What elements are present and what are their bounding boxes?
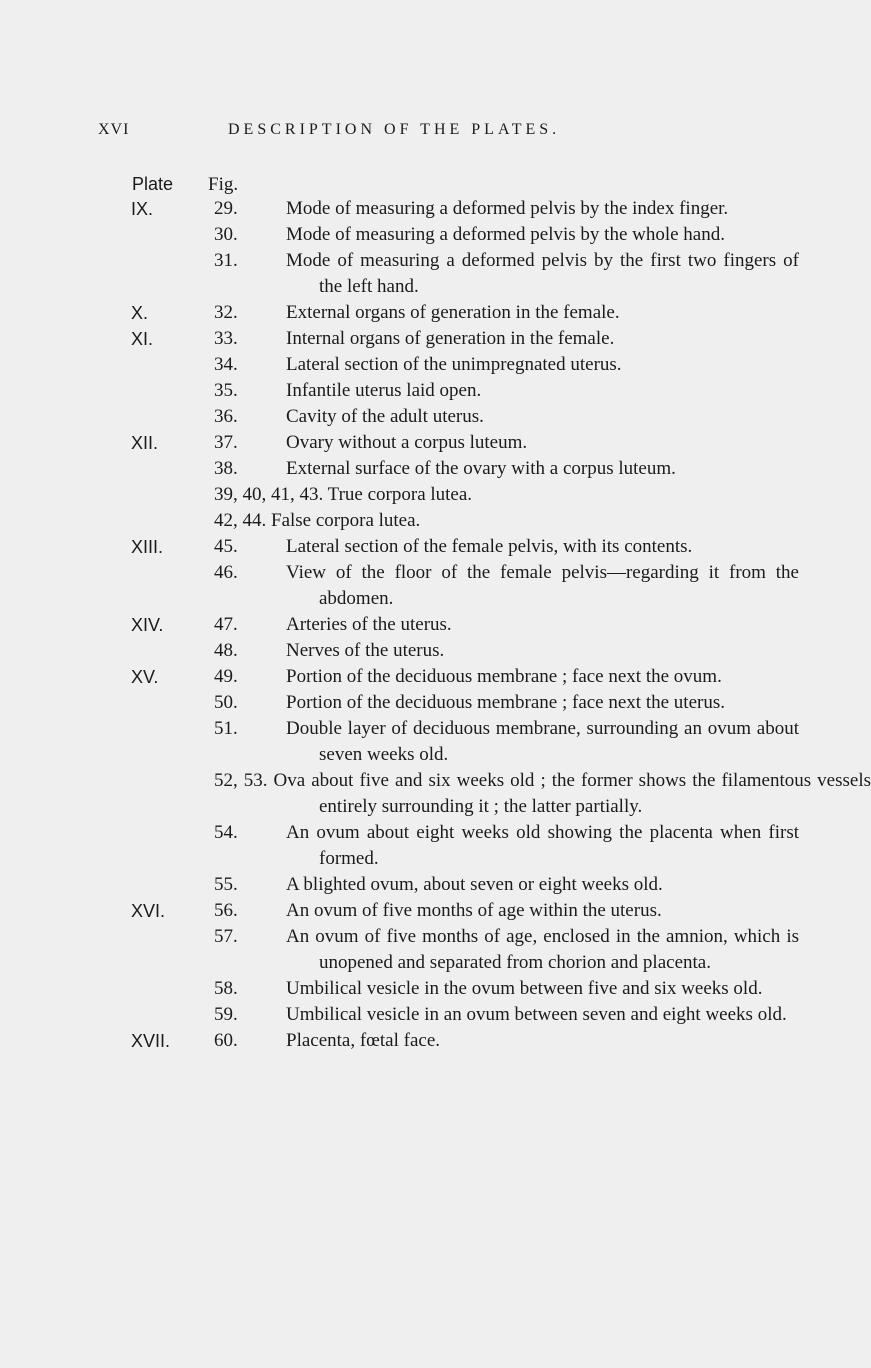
figure-number: 45.: [214, 536, 238, 557]
figure-number: 36.: [214, 406, 238, 427]
figure-description: Infantile uterus laid open.: [286, 380, 482, 401]
figure-number: 60.: [214, 1030, 238, 1051]
list-item: [0, 404, 800, 430]
plate-number: XV.: [131, 667, 159, 687]
list-item: [0, 196, 800, 222]
figure-description: Portion of the deciduous membrane ; face next the uterus.: [286, 692, 725, 713]
figure-description: Mode of measuring a deformed pelvis by the first two fingers of the left hand.: [286, 250, 799, 297]
figure-number: 48.: [214, 640, 238, 661]
figure-number: 31.: [214, 250, 238, 271]
plates-list: [0, 196, 871, 1054]
list-item: [0, 222, 800, 248]
list-item: [0, 976, 800, 1002]
figure-description: 39, 40, 41, 43. True corpora lutea.: [214, 484, 473, 505]
list-item: [0, 378, 800, 404]
figure-number: 38.: [214, 458, 238, 479]
figure-description: Ovary without a corpus luteum.: [286, 432, 528, 453]
figure-number: 32.: [214, 302, 238, 323]
figure-number: 47.: [214, 614, 238, 635]
list-item: [0, 716, 800, 768]
list-item: [0, 898, 800, 924]
plate-number: XI.: [131, 329, 154, 349]
figure-description: Double layer of deciduous membrane, surrounding an ovum about seven weeks old.: [286, 718, 799, 765]
list-item: [0, 482, 800, 508]
list-item: [0, 1028, 800, 1054]
figure-number: 37.: [214, 432, 238, 453]
list-item: [0, 612, 800, 638]
list-item: [0, 664, 800, 690]
plate-number: XVI.: [131, 901, 166, 921]
figure-number: 35.: [214, 380, 238, 401]
figure-description: Nerves of the uterus.: [286, 640, 445, 661]
list-item: [0, 638, 800, 664]
figure-description: Placenta, fœtal face.: [286, 1030, 441, 1051]
list-item: [0, 508, 800, 534]
figure-description: An ovum about eight weeks old showing the placenta when first formed.: [286, 822, 799, 869]
figure-description: Mode of measuring a deformed pelvis by the whole hand.: [286, 224, 725, 245]
figure-description: An ovum of five months of age, enclosed in the amnion, which is unopened and separated from chorion and placenta.: [286, 926, 799, 973]
figure-number: 46.: [214, 562, 238, 583]
figure-description: External surface of the ovary with a corpus luteum.: [286, 458, 676, 479]
figure-description: Mode of measuring a deformed pelvis by the index finger.: [286, 198, 729, 219]
figure-description: View of the floor of the female pelvis—regarding it from the abdomen.: [286, 562, 799, 609]
figure-number: 54.: [214, 822, 238, 843]
figure-description: Arteries of the uterus.: [286, 614, 452, 635]
figure-description: An ovum of five months of age within the uterus.: [286, 900, 662, 921]
figure-description: Umbilical vesicle in the ovum between five and six weeks old.: [286, 978, 763, 999]
figure-description: Internal organs of generation in the female.: [286, 328, 615, 349]
plate-number: XIV.: [131, 615, 164, 635]
list-item: [0, 352, 800, 378]
list-item: [0, 326, 800, 352]
figure-description: 52, 53. Ova about five and six weeks old ; the former shows the filamentous vessels entirely surrounding it ; the latter partially.: [214, 770, 871, 817]
list-item: [0, 560, 800, 612]
figure-number: 49.: [214, 666, 238, 687]
figure-description: Portion of the deciduous membrane ; face next the ovum.: [286, 666, 722, 687]
list-item: [0, 248, 800, 300]
running-title: DESCRIPTION OF THE PLATES.: [228, 121, 561, 138]
plate-number: XVII.: [131, 1031, 171, 1051]
list-item: [0, 690, 800, 716]
figure-number: 55.: [214, 874, 238, 895]
figure-number: 51.: [214, 718, 238, 739]
plate-number: XII.: [131, 433, 159, 453]
figure-description: A blighted ovum, about seven or eight weeks old.: [286, 874, 663, 895]
figure-number: 33.: [214, 328, 238, 349]
figure-description: Cavity of the adult uterus.: [286, 406, 484, 427]
list-item: [0, 430, 800, 456]
figure-number: 50.: [214, 692, 238, 713]
figure-number: 34.: [214, 354, 238, 375]
figure-description: External organs of generation in the female.: [286, 302, 620, 323]
figure-number: 57.: [214, 926, 238, 947]
plate-column-heading: Plate: [132, 174, 174, 194]
plate-number: XIII.: [131, 537, 164, 557]
page-number: XVI: [98, 121, 130, 138]
figure-number: 58.: [214, 978, 238, 999]
list-item: [0, 300, 800, 326]
figure-number: 29.: [214, 198, 238, 219]
figure-number: 56.: [214, 900, 238, 921]
figure-number: 59.: [214, 1004, 238, 1025]
figure-description: 42, 44. False corpora lutea.: [214, 510, 421, 531]
figure-description: Umbilical vesicle in an ovum between seven and eight weeks old.: [286, 1004, 787, 1025]
list-item: [0, 768, 871, 820]
figure-description: Lateral section of the unimpregnated uterus.: [286, 354, 622, 375]
figure-description: Lateral section of the female pelvis, with its contents.: [286, 536, 693, 557]
figure-number: 30.: [214, 224, 238, 245]
list-item: [0, 924, 800, 976]
list-item: [0, 456, 800, 482]
list-item: [0, 1002, 800, 1028]
list-item: [0, 534, 800, 560]
plate-number: IX.: [131, 199, 154, 219]
list-item: [0, 820, 800, 872]
fig-column-heading: Fig.: [208, 174, 239, 195]
plate-number: X.: [131, 303, 149, 323]
list-item: [0, 872, 800, 898]
